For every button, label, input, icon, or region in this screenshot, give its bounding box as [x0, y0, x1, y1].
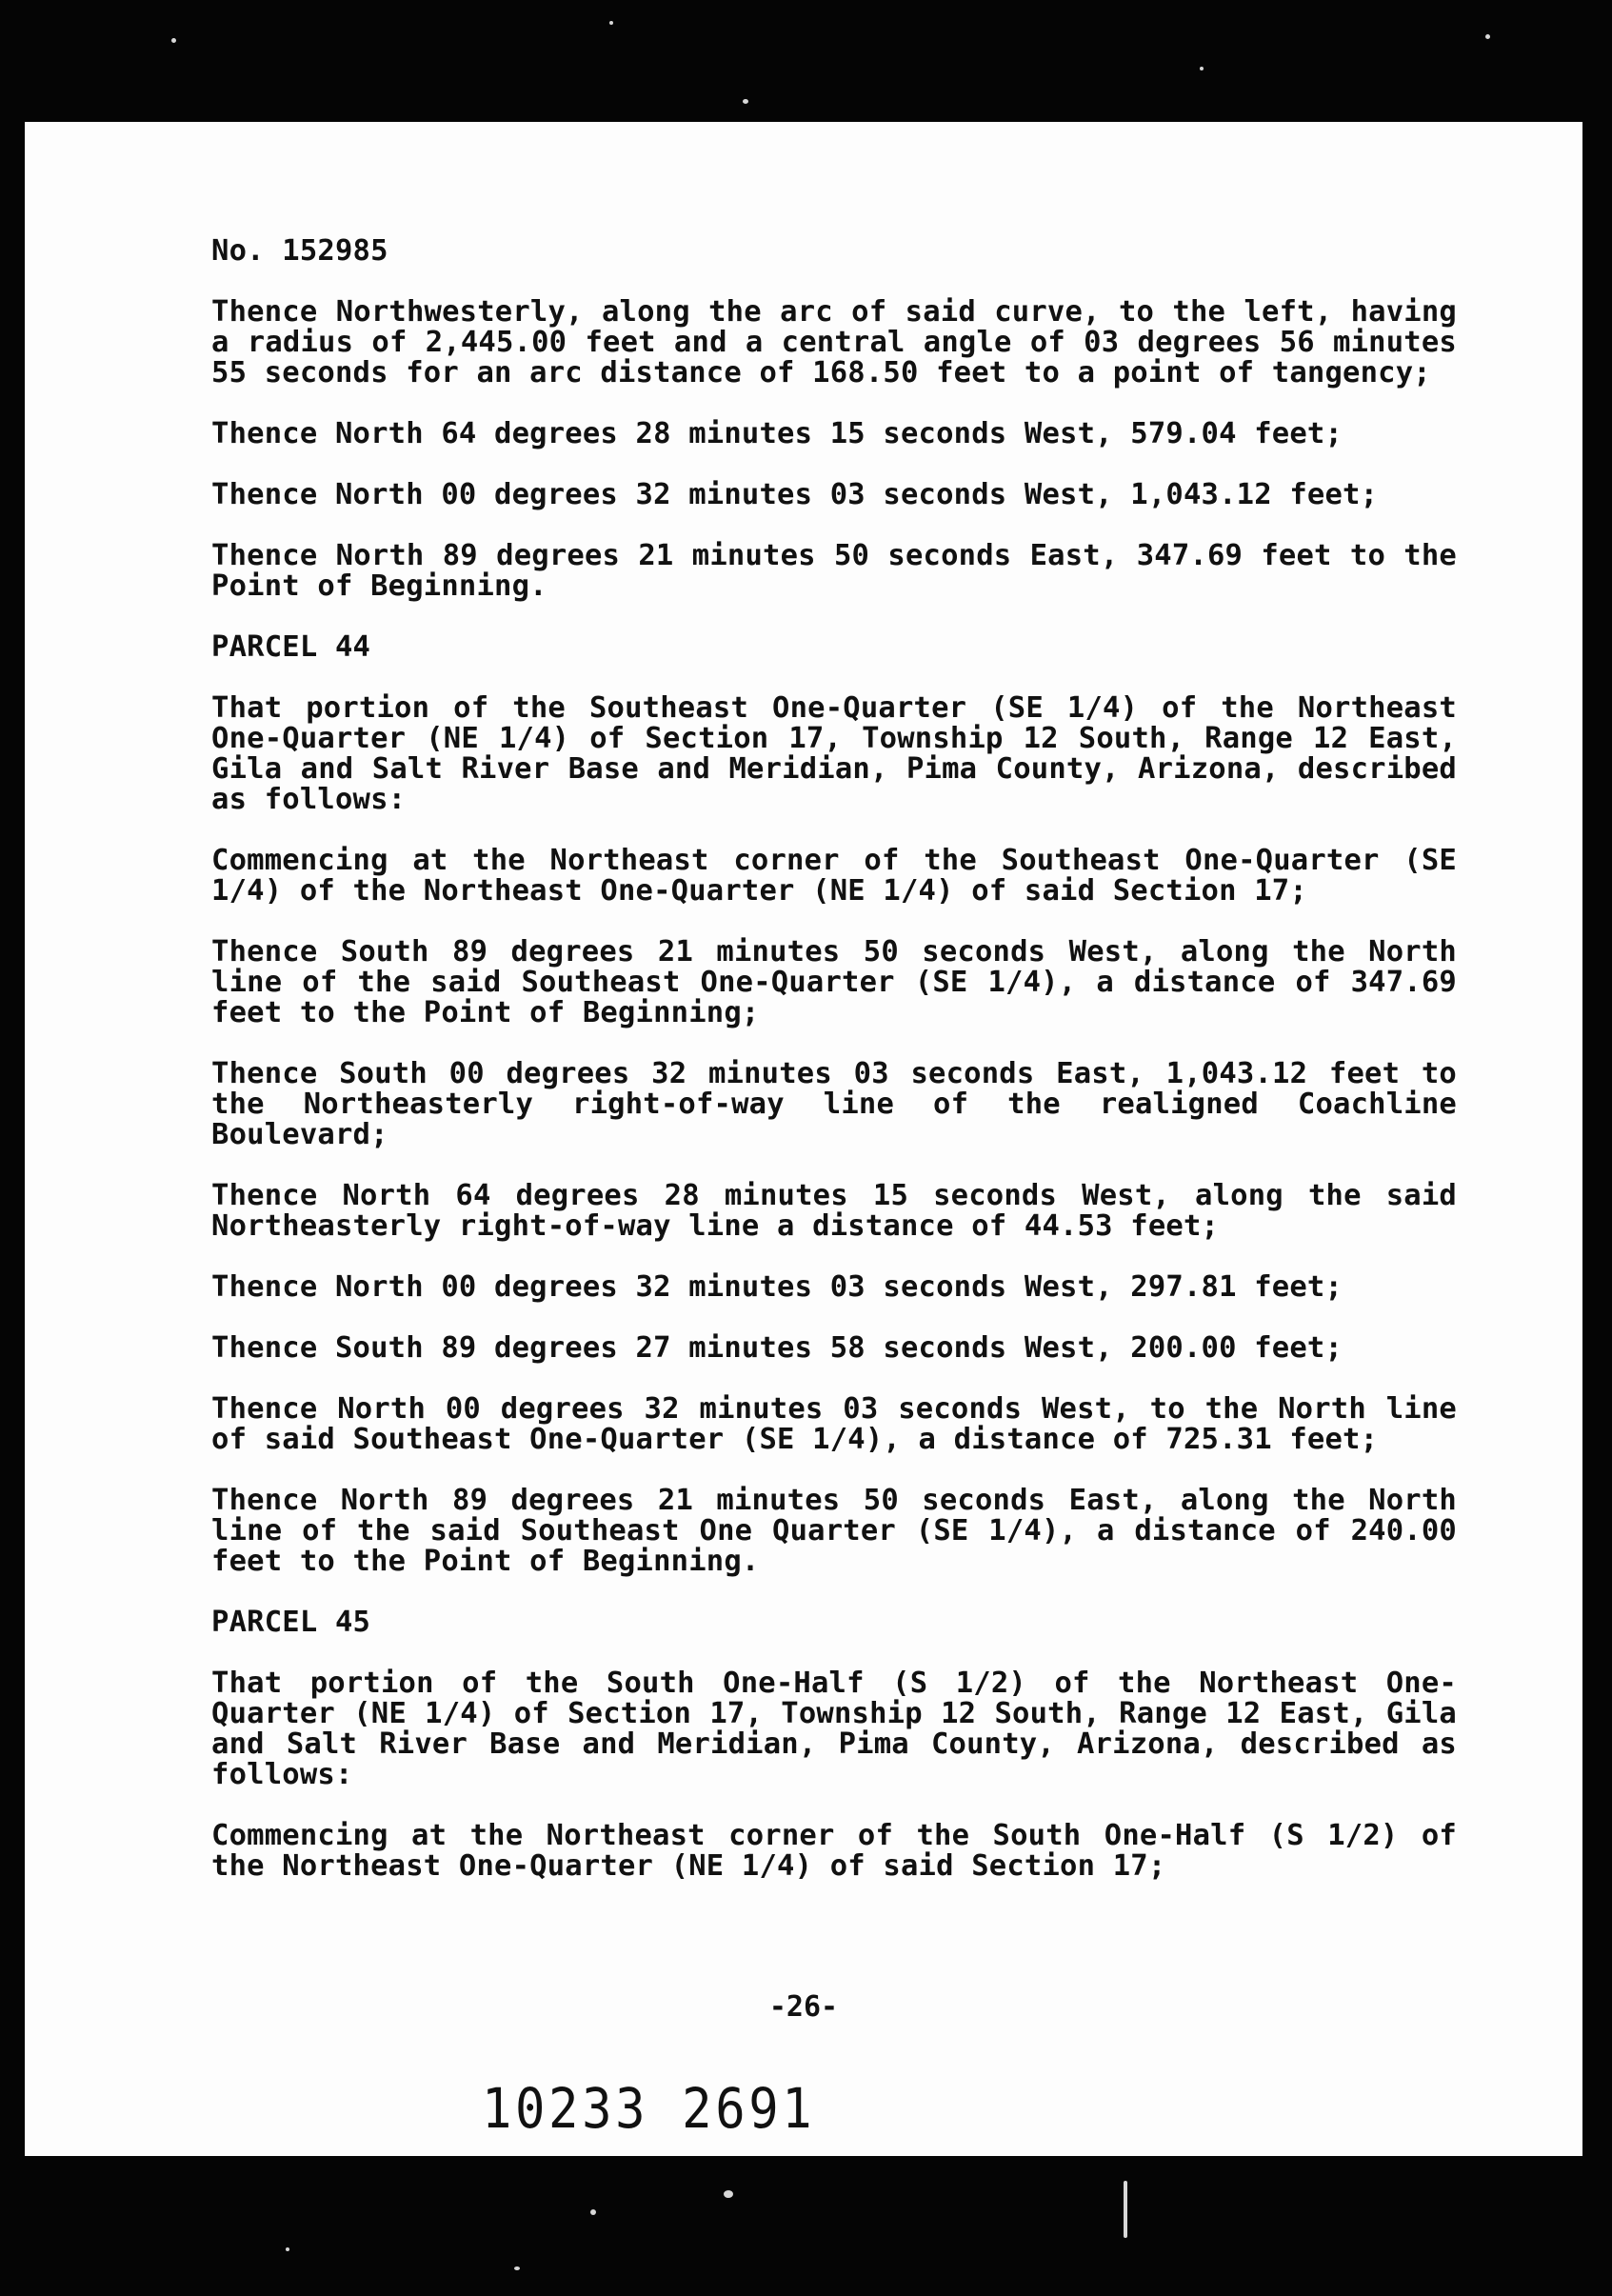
scan-speck: [590, 2209, 596, 2215]
document-body: [211, 236, 1457, 1912]
legal-paragraph: Thence North 00 degrees 32 minutes 03 seconds West, 1,043.12 feet;: [211, 478, 1379, 511]
scan-speck: [743, 99, 748, 104]
scan-speck: [1200, 67, 1204, 70]
scan-speck: [1485, 34, 1490, 39]
scan-speck: [724, 2190, 733, 2198]
legal-paragraph: Commencing at the Northeast corner of the Southeast One-Quarter (SE 1/4) of the Northeast One-Quarter (NE 1/4) of said Section 17;: [211, 844, 1457, 908]
legal-paragraph: Thence Northwesterly, along the arc of said curve, to the left, having a radius of 2,445.00 feet and a central angle of 03 degrees 56 minutes 55 seconds for an arc distance of 168.50 feet to a point of tangency;: [211, 295, 1457, 389]
document-page: [25, 122, 1582, 2156]
legal-paragraph: Thence North 89 degrees 21 minutes 50 seconds East, 347.69 feet to the Point of Beginning.: [211, 539, 1457, 603]
scan-speck: [514, 2266, 520, 2270]
legal-paragraph: Thence South 89 degrees 27 minutes 58 seconds West, 200.00 feet;: [211, 1331, 1343, 1365]
legal-paragraph: Commencing at the Northeast corner of the South One-Half (S 1/2) of the Northeast One-Quarter (NE 1/4) of said Section 17;: [211, 1819, 1457, 1883]
legal-paragraph: Thence North 64 degrees 28 minutes 15 seconds West, 579.04 feet;: [211, 417, 1343, 450]
scan-speck: [286, 2247, 289, 2251]
legal-paragraph: Thence South 00 degrees 32 minutes 03 seconds East, 1,043.12 feet to the Northeasterly right-of-way line of the realigned Coachline Boulevard;: [211, 1057, 1457, 1151]
legal-paragraph: Thence South 89 degrees 21 minutes 50 seconds West, along the North line of the said Southeast One-Quarter (SE 1/4), a distance of 347.69 feet to the Point of Beginning;: [211, 935, 1457, 1029]
section-heading: PARCEL 44: [211, 630, 371, 664]
legal-paragraph: That portion of the South One-Half (S 1/2) of the Northeast One-Quarter (NE 1/4) of Section 17, Township 12 South, Range 12 East, Gila and Salt River Base and Meridian, Pima County, Arizona, described as follows:: [211, 1667, 1457, 1791]
legal-paragraph: Thence North 00 degrees 32 minutes 03 seconds West, to the North line of said Southeast One-Quarter (SE 1/4), a distance of 725.31 feet;: [211, 1392, 1457, 1456]
scan-speck: [1124, 2181, 1127, 2238]
section-heading: PARCEL 45: [211, 1606, 371, 1639]
scan-speck: [171, 38, 176, 43]
stamp-number: 10233 2691: [482, 2076, 816, 2141]
scan-speck: [609, 21, 613, 25]
page-number: -26-: [768, 1990, 839, 2024]
legal-paragraph: Thence North 64 degrees 28 minutes 15 seconds West, along the said Northeasterly right-of-way line a distance of 44.53 feet;: [211, 1179, 1457, 1243]
document-number: No. 152985: [211, 234, 388, 268]
legal-paragraph: That portion of the Southeast One-Quarter (SE 1/4) of the Northeast One-Quarter (NE 1/4) of Section 17, Township 12 South, Range 12 East, Gila and Salt River Base and Meridian, Pima County, Arizona, described as follows:: [211, 691, 1457, 816]
legal-paragraph: Thence North 89 degrees 21 minutes 50 seconds East, along the North line of the said Southeast One Quarter (SE 1/4), a distance of 240.00 feet to the Point of Beginning.: [211, 1484, 1457, 1578]
legal-paragraph: Thence North 00 degrees 32 minutes 03 seconds West, 297.81 feet;: [211, 1270, 1343, 1304]
